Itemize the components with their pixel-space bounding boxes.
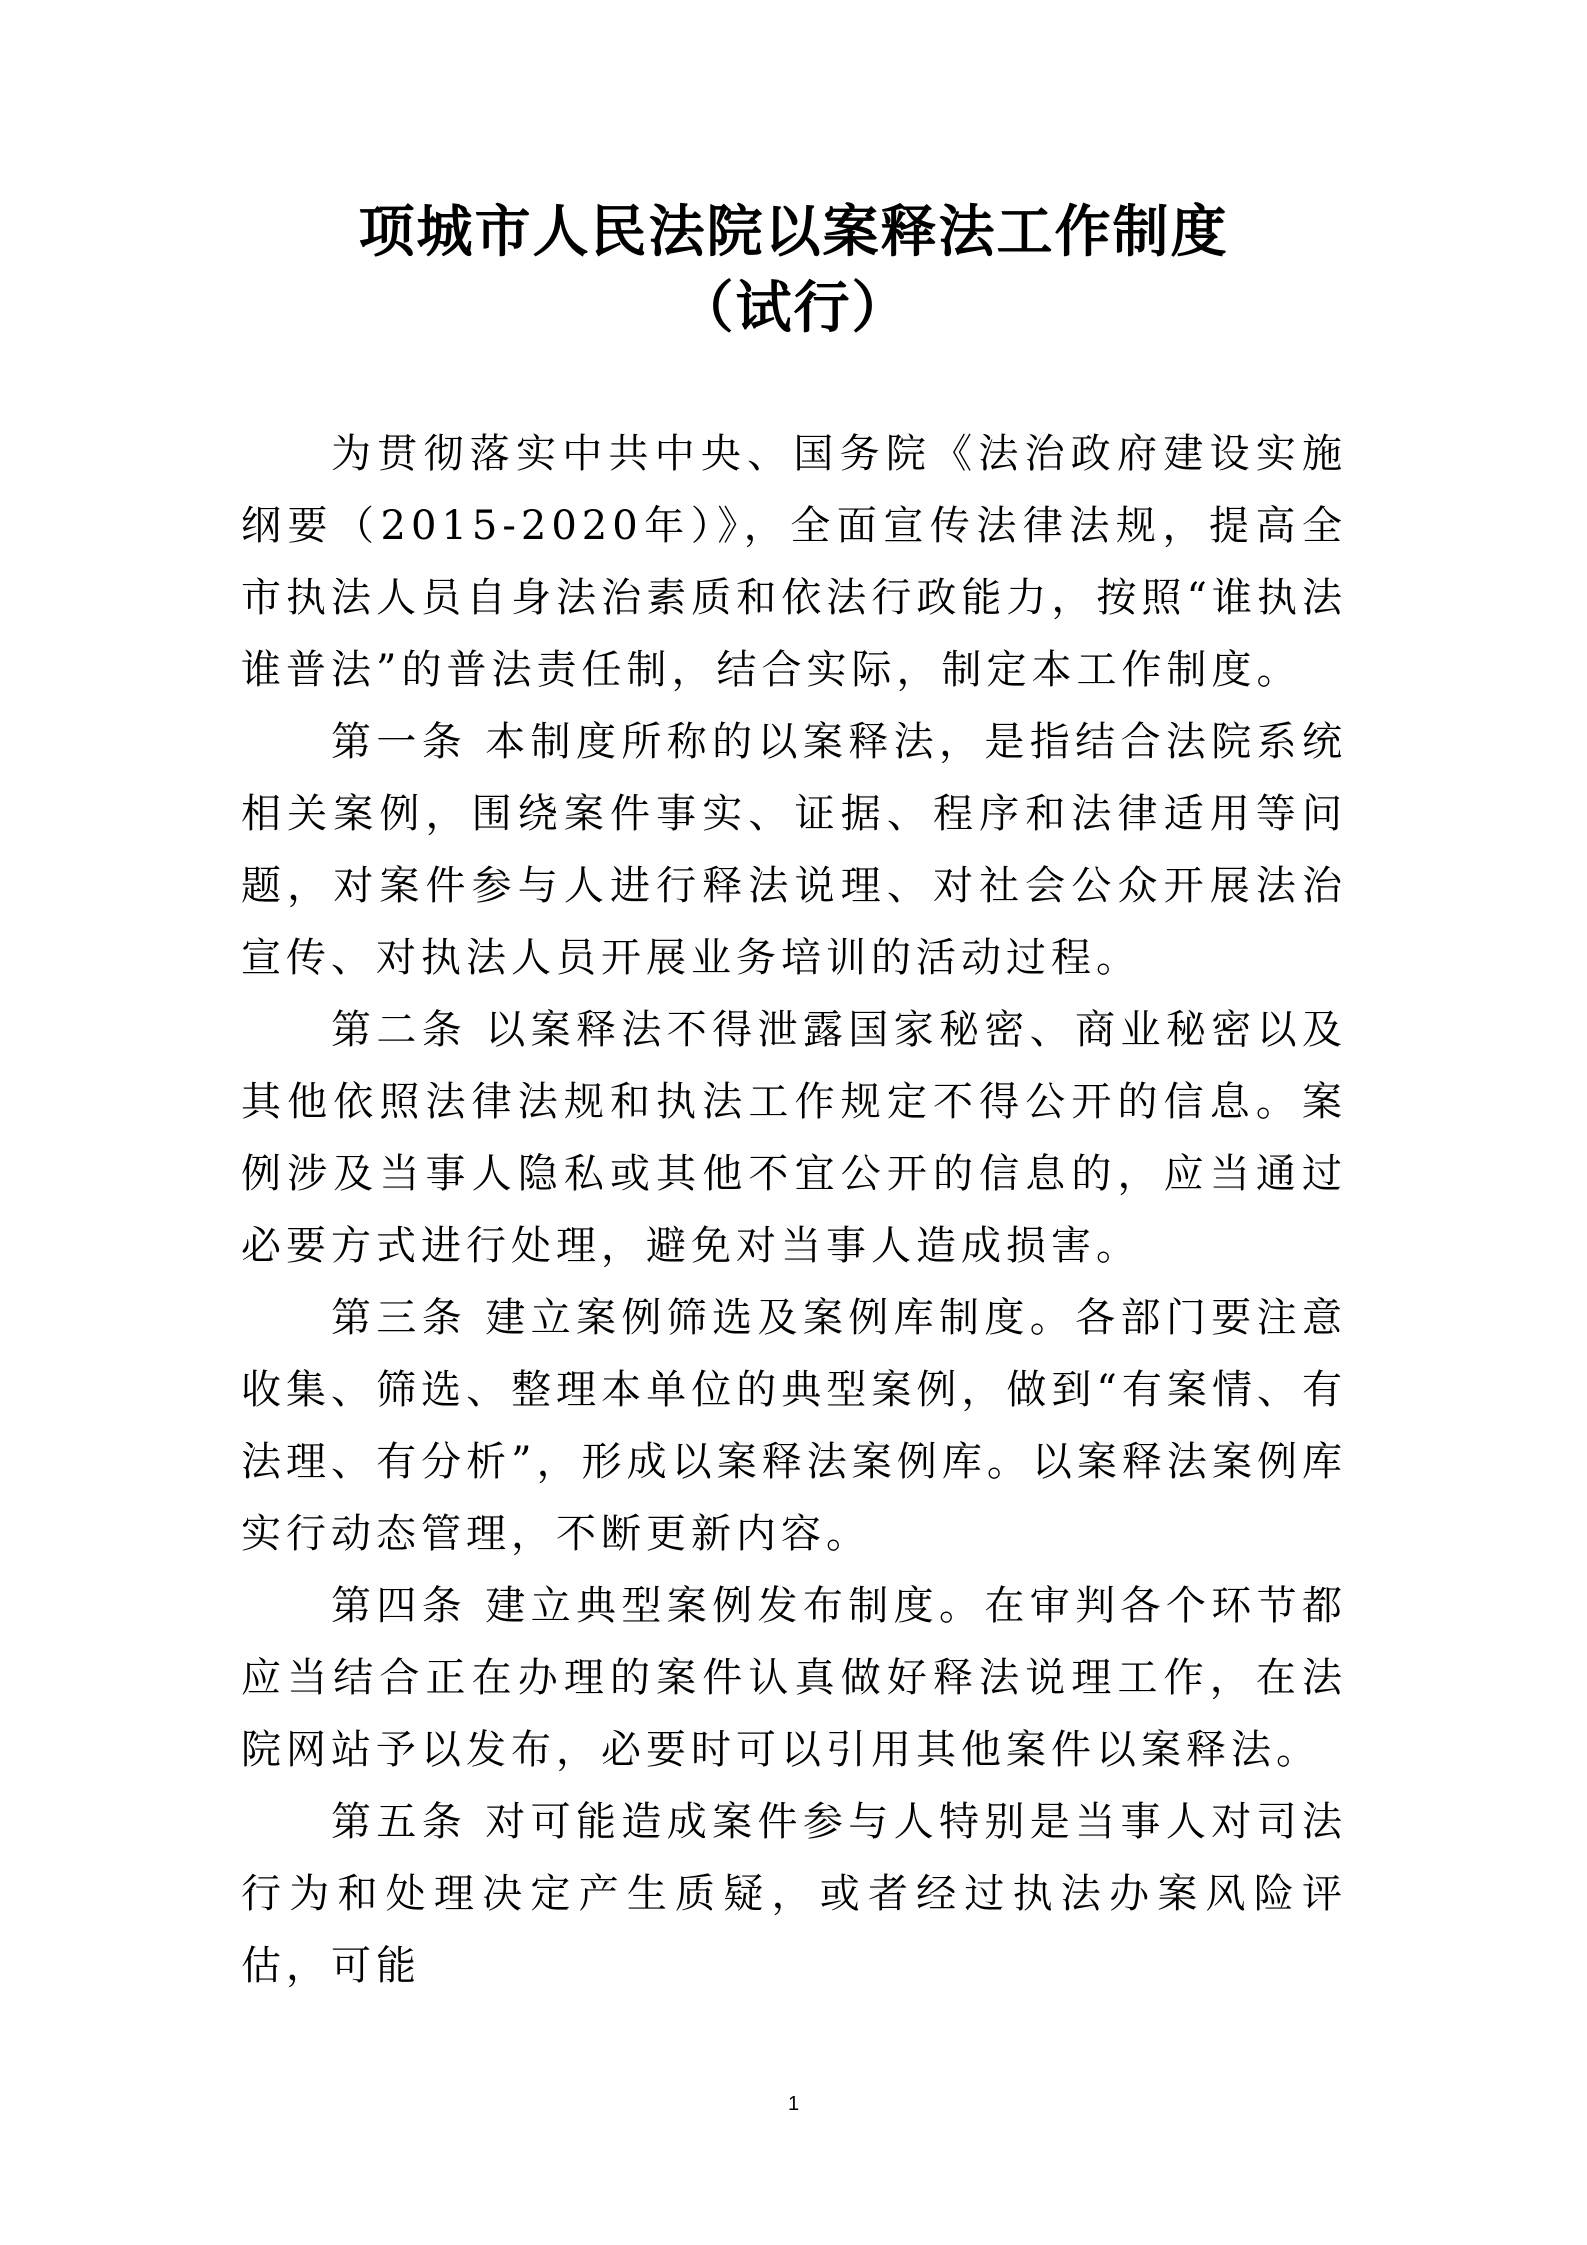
article-2-paragraph: 第二条 以案释法不得泄露国家秘密、商业秘密以及其他依照法律法规和执法工作规定不得公开的信息。案例涉及当事人隐私或其他不宜公开的信息的，应当通过必要方式进行处理，避免对当事人造成损害。 bbox=[241, 1007, 1347, 1269]
document-subtitle: （试行） bbox=[677, 275, 910, 341]
page-number: 1 bbox=[787, 2093, 800, 2115]
article-5-paragraph: 第五条 对可能造成案件参与人特别是当事人对司法行为和处理决定产生质疑，或者经过执法办案风险评估，可能 bbox=[241, 1799, 1347, 1989]
article-1-paragraph: 第一条 本制度所称的以案释法，是指结合法院系统相关案例，围绕案件事实、证据、程序和法律适用等问题，对案件参与人进行释法说理、对社会公众开展法治宣传、对执法人员开展业务培训的活动过程。 bbox=[241, 719, 1347, 981]
document-body bbox=[241, 418, 1347, 2002]
article-4-paragraph: 第四条 建立典型案例发布制度。在审判各个环节都应当结合正在办理的案件认真做好释法说理工作，在法院网站予以发布，必要时可以引用其他案件以案释法。 bbox=[241, 1583, 1347, 1773]
document-title: 项城市人民法院以案释法工作制度 bbox=[358, 199, 1229, 265]
article-3-paragraph: 第三条 建立案例筛选及案例库制度。各部门要注意收集、筛选、整理本单位的典型案例，做到“有案情、有法理、有分析”，形成以案释法案例库。以案释法案例库实行动态管理，不断更新内容。 bbox=[241, 1295, 1347, 1557]
preamble-paragraph: 为贯彻落实中共中央、国务院《法治政府建设实施纲要（2015-2020年）》，全面宣传法律法规，提高全市执法人员自身法治素质和依法行政能力，按照“谁执法谁普法”的普法责任制，结合实际，制定本工作制度。 bbox=[241, 431, 1347, 693]
